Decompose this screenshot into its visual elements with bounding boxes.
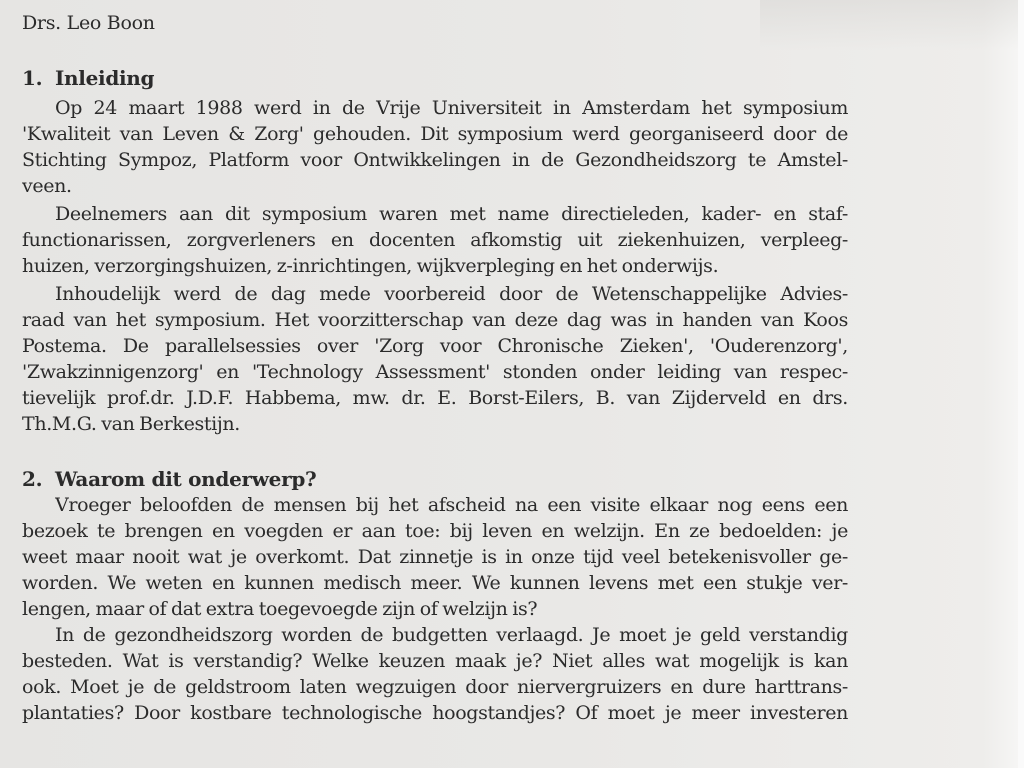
paragraph-line: lengen, maar of dat extra toegevoegde zijn of welzijn is?	[22, 598, 538, 620]
paragraph-line: Vroeger beloofden de mensen bij het afscheid na een visite elkaar nog eens een	[55, 494, 848, 516]
paragraph-line: huizen, verzorgingshuizen, z-inrichtingen, wijkverpleging en het onderwijs.	[22, 255, 719, 277]
section-title: Inleiding	[55, 66, 155, 90]
paragraph-line: veen.	[22, 175, 72, 197]
paragraph-line: Postema. De parallelsessies over 'Zorg voor Chronische Zieken', 'Ouderenzorg',	[22, 335, 848, 357]
section-number: 2.	[22, 467, 43, 491]
paragraph-line: tievelijk prof.dr. J.D.F. Habbema, mw. dr. E. Borst-Eilers, B. van Zijderveld en drs.	[22, 387, 848, 409]
show-through-text	[760, 0, 1024, 50]
paragraph-line: 'Zwakzinnigenzorg' en 'Technology Assessment' stonden onder leiding van respec-	[22, 361, 848, 383]
paragraph-line: Deelnemers aan dit symposium waren met name directieleden, kader- en staf-	[55, 203, 848, 225]
section-title: Waarom dit onderwerp?	[55, 467, 317, 491]
paragraph-line: raad van het symposium. Het voorzitterschap van deze dag was in handen van Koos	[22, 309, 848, 331]
section-heading-waarom	[22, 466, 316, 492]
page-edge	[1018, 0, 1024, 768]
paragraph-line: weet maar nooit wat je overkomt. Dat zinnetje is in onze tijd veel betekenisvoller ge-	[22, 546, 848, 568]
paragraph-line: besteden. Wat is verstandig? Welke keuzen maak je? Niet alles wat mogelijk is kan	[22, 650, 848, 672]
paragraph-line: Inhoudelijk werd de dag mede voorbereid door de Wetenschappelijke Advies-	[55, 283, 848, 305]
paragraph-line: Th.M.G. van Berkestijn.	[22, 413, 240, 435]
paragraph-line: bezoek te brengen en voegden er aan toe: bij leven en welzijn. En ze bedoelden: je	[22, 520, 848, 542]
paragraph-line: functionarissen, zorgverleners en docenten afkomstig uit ziekenhuizen, verpleeg-	[22, 229, 848, 251]
author-name: Drs. Leo Boon	[22, 12, 155, 34]
paragraph-line: Op 24 maart 1988 werd in de Vrije Universiteit in Amsterdam het symposium	[55, 97, 848, 119]
paragraph-line: worden. We weten en kunnen medisch meer. We kunnen levens met een stukje ver-	[22, 572, 848, 594]
section-number: 1.	[22, 66, 43, 90]
section-heading-inleiding	[22, 65, 154, 91]
paragraph-line: plantaties? Door kostbare technologische hoogstandjes? Of moet je meer investeren	[22, 702, 848, 724]
paragraph-line: Stichting Sympoz, Platform voor Ontwikkelingen in de Gezondheidszorg te Amstel-	[22, 149, 848, 171]
paragraph-line: In de gezondheidszorg worden de budgetten verlaagd. Je moet je geld verstandig	[55, 624, 848, 646]
paragraph-line: 'Kwaliteit van Leven & Zorg' gehouden. Dit symposium werd georganiseerd door de	[22, 123, 848, 145]
paragraph-line: ook. Moet je de geldstroom laten wegzuigen door niervergruizers en dure harttrans-	[22, 676, 848, 698]
